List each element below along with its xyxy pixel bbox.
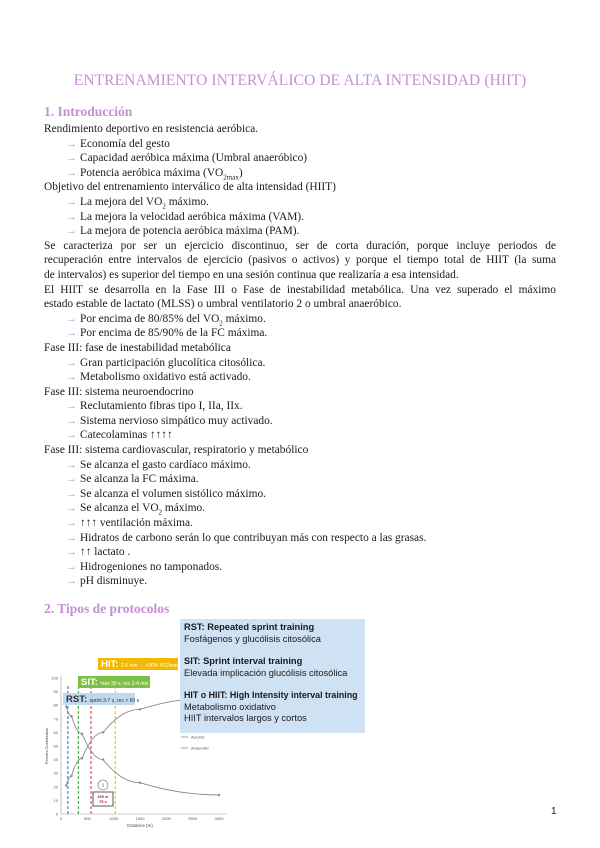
- y-tick-label: 40: [53, 757, 58, 763]
- protocol-types-box: [180, 619, 365, 733]
- arrow-icon: →: [66, 531, 77, 544]
- line-text: Se alcanza el volumen sistólico máximo.: [80, 487, 266, 500]
- line-text: Fase III: sistema cardiovascular, respiratorio y metabólico: [44, 444, 309, 457]
- arrow-icon: →: [66, 517, 77, 530]
- sit-label: [78, 676, 150, 688]
- arrow-icon: →: [66, 458, 77, 471]
- data-point: [70, 775, 72, 777]
- line-text: Por encima de 80/85% del VO: [80, 312, 220, 325]
- line-text: Fase III: sistema neuroendocrino: [44, 385, 194, 398]
- arrow-icon: →: [66, 502, 77, 515]
- line-text: ↑↑↑ ventilación máxima.: [80, 517, 193, 530]
- arrow-icon: →: [66, 473, 77, 486]
- arrow-icon: →: [66, 429, 77, 442]
- y-axis-label: Percent Contribution: [44, 727, 49, 765]
- y-tick-label: 50: [53, 743, 58, 749]
- line-text: Economía del gesto: [80, 137, 170, 150]
- hiit-title: HIT o HIIT: High Intensity interval training: [184, 690, 358, 700]
- line-text-suffix: máximo.: [165, 195, 209, 208]
- page-number: 1: [551, 806, 557, 817]
- x-tick-label: 2500: [188, 816, 198, 821]
- y-tick-label: 100: [51, 675, 58, 681]
- y-tick-label: 80: [53, 702, 58, 708]
- y-tick-label: 20: [53, 784, 58, 790]
- arrow-icon: →: [66, 152, 77, 165]
- rst-description: Fosfágenos y glucólisis citosólica: [184, 633, 321, 644]
- line-text-suffix: ): [238, 166, 243, 179]
- section-heading-introduccion: 1. Introducción: [44, 104, 133, 119]
- legend-label: Anaerobic: [191, 745, 210, 751]
- line-text: Capacidad aeróbica máxima (Umbral anaeróbico): [80, 152, 308, 165]
- line-text: Se alcanza la FC máxima.: [80, 473, 199, 486]
- arrow-icon: →: [66, 400, 77, 413]
- line-text: La mejora de potencia aeróbica máxima (PAM).: [80, 225, 300, 238]
- arrow-icon: →: [66, 312, 77, 325]
- y-tick-label: 70: [53, 716, 58, 722]
- line-text: pH disminuye.: [80, 575, 148, 588]
- arrow-icon: →: [66, 575, 77, 588]
- line-text: Hidrogeniones no tamponados.: [80, 560, 223, 573]
- subscript: 2: [162, 202, 166, 211]
- hit-label-text: 2-6 min → >90% VO2max: [120, 663, 180, 669]
- arrow-icon: →: [66, 327, 77, 340]
- rst-label-title: RST:: [66, 694, 88, 705]
- data-point: [218, 794, 220, 796]
- arrow-icon: →: [66, 210, 77, 223]
- arrow-icon: →: [66, 166, 77, 179]
- line-text: Objetivo del entrenamiento interválico de alta intensidad (HIIT): [44, 181, 336, 194]
- y-tick-label: 90: [53, 689, 58, 695]
- line-text: La mejora del VO: [80, 195, 163, 208]
- line-text: estado estable de lactato (MLSS) o umbral ventilatorio 2 o umbral anaeróbico.: [44, 298, 402, 311]
- arrow-icon: →: [66, 137, 77, 150]
- x-tick-label: 500: [83, 816, 91, 821]
- sit-label-text: max 30 s, rec 2-4 min: [100, 681, 149, 687]
- subscript: 2max: [223, 173, 239, 182]
- arrow-icon: →: [66, 371, 77, 384]
- legend-label: Aerobic: [191, 734, 205, 740]
- section-heading-protocolos: 2. Tipos de protocolos: [44, 601, 170, 616]
- y-tick-label: 30: [53, 770, 58, 776]
- subscript: 2: [158, 508, 163, 517]
- line-text: Fase III: fase de inestabilidad metabólica: [44, 341, 231, 354]
- sit-description: Elevada implicación glucólisis citosólica: [184, 667, 348, 678]
- line-text: Por encima de 85/90% de la FC máxima.: [80, 327, 268, 340]
- sit-title: SIT: Sprint interval training: [184, 656, 303, 666]
- x-axis-label: Distance (m): [127, 823, 153, 828]
- x-tick-label: 2000: [161, 816, 171, 821]
- hiit-description-2: HIIT intervalos largos y cortos: [184, 713, 307, 723]
- line-text: Se alcanza el VO: [80, 502, 159, 515]
- line-text: La mejora la velocidad aeróbica máxima (VAM).: [80, 210, 305, 223]
- hit-label-title: HIT:: [101, 659, 119, 670]
- x-tick-label: 3000: [214, 816, 224, 821]
- line-text: Rendimiento deportivo en resistencia aeróbica.: [44, 123, 259, 135]
- line-text: Metabolismo oxidativo está activado.: [80, 371, 251, 384]
- annotation-number: 1: [101, 784, 105, 789]
- data-point: [65, 784, 67, 786]
- sit-label-title: SIT:: [81, 677, 98, 688]
- line-text: de intervalos) es superior del tiempo en una sesión continua que realizaría a esa intensidad.: [44, 268, 459, 281]
- arrow-icon: →: [66, 356, 77, 369]
- line-text: Potencia aeróbica máxima (VO: [80, 166, 224, 179]
- data-point: [139, 782, 141, 784]
- rst-label: [63, 693, 140, 705]
- y-tick-label: 10: [53, 797, 58, 803]
- data-point: [139, 708, 141, 710]
- arrow-icon: →: [66, 195, 77, 208]
- line-text: ↑↑ lactato .: [80, 546, 131, 559]
- line-text: Hidratos de carbono serán lo que contribuyan más con respecto a las grasas.: [80, 531, 427, 544]
- rst-title: RST: Repeated sprint training: [184, 622, 315, 632]
- x-tick-label: 0: [59, 816, 63, 821]
- line-text: Sistema nervioso simpático muy activado.: [80, 414, 273, 427]
- document-title: ENTRENAMIENTO INTERVÁLICO DE ALTA INTENSIDAD (HIIT): [73, 72, 527, 89]
- arrow-icon: →: [66, 225, 77, 238]
- line-text: Se alcanza el gasto cardíaco máximo.: [80, 458, 251, 471]
- line-text: Catecolaminas ↑↑↑↑: [80, 429, 173, 442]
- line-text: El HIIT se desarrolla en la Fase III o Fase de inestabilidad metabólica. Una vez superado el máximo: [44, 283, 556, 296]
- line-text: Se caracteriza por ser un ejercicio discontinuo, ser de corta duración, porque incluye periodos de: [44, 239, 556, 252]
- data-point: [70, 715, 72, 717]
- arrow-icon: →: [66, 560, 77, 573]
- data-point: [102, 758, 104, 760]
- hiit-description-1: Metabolismo oxidativo: [184, 701, 276, 712]
- line-text: recuperación entre intervalos de ejercicio (pasivos o activos) y porque el tiempo total de HIIT (la suma: [44, 254, 556, 267]
- annotation-time: 75 s: [99, 800, 107, 804]
- line-text-suffix: máximo.: [162, 502, 206, 515]
- line-text-suffix: máximo.: [222, 312, 266, 325]
- arrow-icon: →: [66, 414, 77, 427]
- arrow-icon: →: [66, 487, 77, 500]
- line-text: Gran participación glucolítica citosólica.: [80, 356, 266, 369]
- annotation-distance: 600 m: [97, 795, 109, 799]
- arrow-icon: →: [66, 546, 77, 559]
- x-tick-label: 1500: [135, 816, 145, 821]
- rst-label-text: sprint 3-7 s, rec < 60 s: [89, 698, 140, 704]
- y-tick-label: 0: [55, 811, 58, 817]
- subscript: 2: [219, 319, 223, 327]
- x-tick-label: 1000: [109, 816, 119, 821]
- data-point: [81, 733, 83, 735]
- y-tick-label: 60: [53, 729, 58, 735]
- line-text: Reclutamiento fibras tipo I, IIa, IIx.: [80, 400, 243, 413]
- hit-label: [98, 658, 178, 670]
- data-point: [81, 757, 83, 759]
- data-point: [102, 731, 104, 733]
